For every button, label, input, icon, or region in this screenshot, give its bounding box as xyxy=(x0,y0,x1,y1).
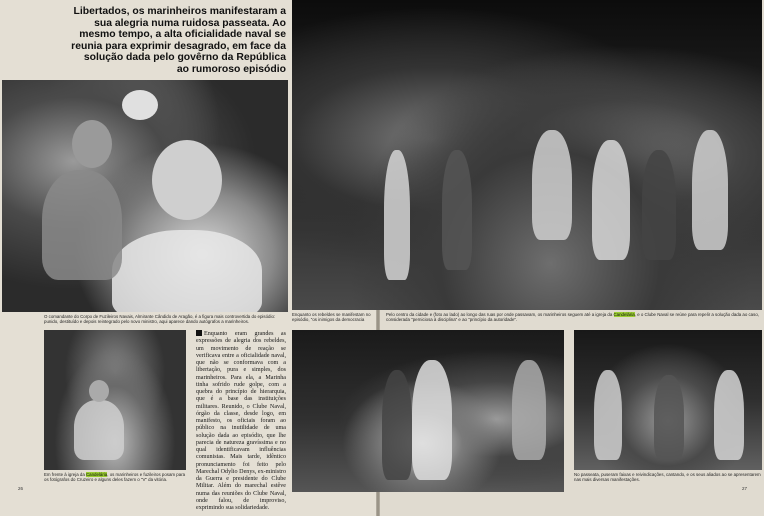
photo-flowers-sailor xyxy=(292,330,564,492)
caption-bottom-right: No passeata, puseram faixas e reivindicações, cantando, e os seus aliados ao se apresentarem nas mais diversas manifestações. xyxy=(574,472,761,483)
caption-top-center: Enquanto os rebeldes se manifestam no episódio, "os inimigos da democracia xyxy=(292,312,371,323)
caption-top-right: Pelo centro da cidade e (foto ao lado) ao longo das ruas por onde passavam, os marinheiros seguem até a igreja da Candelária, e o Clube Naval se reúne para repelir a solução dada ao caso, considerada "perniciosa à disciplina" e ao "princípio da autoridade". xyxy=(386,312,759,323)
caption-bottom-left: Em frente à igreja da Candelária, os marinheiros e fuzileiros posam para os fotógrafos do Cruzeiro e alguns deles fazem o "V" da vitória. xyxy=(44,472,186,483)
page-number-left: 26 xyxy=(18,486,24,491)
page-number-right: 27 xyxy=(742,486,748,491)
highlight-candelaria: Candelária xyxy=(86,472,108,477)
photo-night-crowd xyxy=(292,0,762,310)
article-body: Enquanto eram grandes as expressões de alegria dos rebeldes, um movimento de reação se verificava entre a oficialidade naval, que não se conformava com a libertação, pura e simples, dos marinheiros. Para ela, a Marinha tinha sofrido rude golpe, com a quebra do princípio de hierarquia, que é a base das instituições militares. Reunido, o Clube Naval, órgão da classe, desde logo, em manifesto, os oficiais foram ao público na inutilidade de uma solução dada ao episódio, que lhe parecia de natureza gravíssima e no qual identificavam influências comunistas. Mais tarde, idêntico pronunciamento foi feito pelo Marechal Odylio Denys, ex-ministro da Guerra e presidente do Clube Militar. Além do marechal estêve numa das reuniões do Clube Naval, onde falou, de improviso, exprimindo sua solidariedade. xyxy=(196,331,286,511)
caption-top-left: O comandante do Corpo de Fuzileiros Navais, Almirante Cândido de Aragão, é a figura mais controvertida do episódio: punido, destituído e depois reintegrado pelo novo ministro, aqui aparece dando autógrafos a marinheiros. xyxy=(44,314,276,325)
photo-admiral-autographs xyxy=(2,80,288,312)
paragraph-marker xyxy=(196,330,202,336)
photo-marching-sailors xyxy=(574,330,762,470)
headline: Libertados, os marinheiros manifestaram a sua alegria numa ruidosa passeata. Ao mesmo tempo, a alta oficialidade naval se reunia para exprimir desagrado, em face da solução dada pelo govêrno da República ao rumoroso episódio xyxy=(71,6,286,75)
photo-victory-sign xyxy=(44,330,186,470)
highlight-candelaria: Candelária xyxy=(613,312,635,317)
